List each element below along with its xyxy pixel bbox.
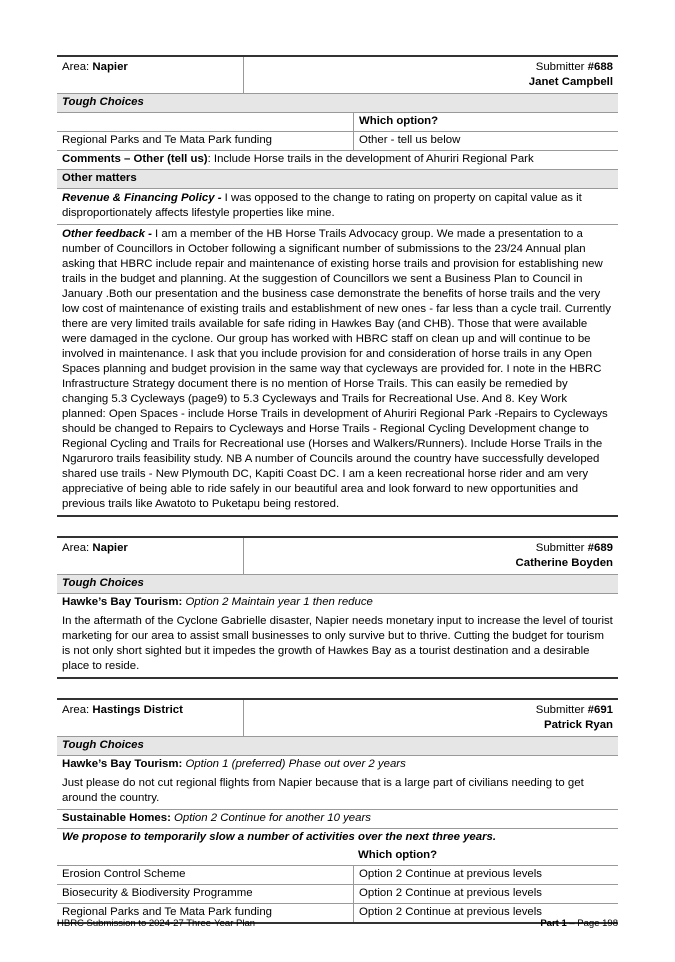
tourism-option: Option 1 (preferred) Phase out over 2 years [182, 758, 406, 770]
slow-activities-heading: We propose to temporarily slow a number of activities over the next three years. [62, 831, 497, 843]
tourism-comment: Just please do not cut regional flights from Napier because that is a large part of civilians needing to get around the country. [57, 774, 618, 810]
area-label: Area: [62, 61, 93, 73]
footer-document-title: HBRC Submission to 2024-27 Three-Year Plan [57, 918, 256, 929]
submitter-label: Submitter [535, 542, 588, 554]
option-item: Biosecurity & Biodiversity Programme [57, 885, 354, 903]
area-value: Napier [92, 542, 128, 554]
which-option-header: Which option? [358, 849, 438, 861]
sustainable-homes-label: Sustainable Homes: [62, 812, 171, 824]
option-header-row [57, 113, 618, 132]
submitter-name: Janet Campbell [528, 76, 613, 88]
option-item: Regional Parks and Te Mata Park funding [57, 904, 354, 922]
tough-choices-heading: Tough Choices [57, 94, 618, 113]
revenue-policy-text: I was opposed to the change to rating on property on capital value as it disproportionately affects lifestyle properties like mine. [62, 192, 582, 219]
tourism-option: Option 2 Maintain year 1 then reduce [182, 596, 373, 608]
footer-page: – Page 198 [566, 918, 618, 929]
area-label: Area: [62, 704, 93, 716]
option-item: Erosion Control Scheme [57, 866, 354, 884]
sustainable-homes-row [57, 810, 618, 829]
area-cell [57, 700, 244, 736]
comments-label: Comments – Other (tell us) [62, 153, 208, 165]
area-value: Hastings District [92, 704, 183, 716]
other-matters-heading: Other matters [57, 170, 618, 189]
submitter-label: Submitter [535, 704, 588, 716]
document-page [57, 55, 618, 943]
tourism-row [57, 594, 618, 612]
submission-689 [57, 536, 618, 679]
option-row [57, 132, 618, 151]
comments-row [57, 151, 618, 170]
tourism-comment: In the aftermath of the Cyclone Gabrielle disaster, Napier needs monetary input to increase the level of tourist marketing for our area to assist small businesses to only survive but to thrive. Cutting the budget for tourism is not only short sighted but it impedes the growth of Hawkes Bay as a tourist destination and a desirable place to reside. [62, 615, 613, 672]
option-row [57, 885, 618, 904]
comments-text: : Include Horse trails in the development of Ahuriri Regional Park [207, 153, 534, 165]
footer-page-number [540, 918, 618, 929]
revenue-policy-row [57, 189, 618, 225]
area-cell [57, 57, 244, 93]
option-choice: Other - tell us below [359, 134, 461, 146]
submission-header [57, 700, 618, 737]
option-header-row [57, 847, 618, 866]
submitter-number: #689 [587, 542, 613, 554]
page-footer [57, 918, 618, 929]
tough-choices-heading: Tough Choices [57, 737, 618, 756]
tourism-row [57, 756, 618, 774]
submitter-cell [244, 700, 618, 736]
option-item: Regional Parks and Te Mata Park funding [57, 132, 354, 150]
revenue-policy-label: Revenue & Financing Policy - [62, 192, 222, 204]
footer-part: Part 1 [540, 918, 567, 929]
option-choice: Option 2 Continue at previous levels [359, 906, 542, 918]
submission-688 [57, 55, 618, 517]
area-value: Napier [92, 61, 128, 73]
submitter-name: Patrick Ryan [543, 719, 613, 731]
other-feedback-text: I am a member of the HB Horse Trails Advocacy group. We made a presentation to a number of Councillors in October following a significant number of submissions to the 23/24 Annual plan asking that HBRC include repair and maintenance of existing horse trails and provision for establishing new trails in the budget and planning. At the suggestion of Councillors we sent a Business Plan to Council in January .Both our presentation and the business case demonstrate the benefits of horse trails and the very low cost of maintenance of existing trails and establishment of new ones - far less than a cycle trail. Currently there are very limited trails available for safe riding in Hawkes Bay (and CHB). Those that were available were damaged in the cyclone. Our group has worked with HBRC staff on clean up and will continue to be involved in maintenance. I ask that you include provision for and consideration of horse trails in any Open Spaces planning and budget provision in the same way that cycleways are provided for. I note in the HBRC Infrastructure Strategy document there is no mention of Horse Trails. This can easily be remedied by changing 5.3 Cycleways (page9) to 5.3 Cycleways and Trails for Recreational Use. And 8. Key Work planned: Open Spaces - include Horse Trails in development of Ahuriri Regional Park -Repairs to Cycleways should be changed to Repairs to Cycleways and Horse Trails - Regional Cycling Development change to Regional Cycling and Trails for Recreational use (Horses and Walkers/Runners). Include Horse Trails in the Ngaruroro trails feasibility study. NB A number of Councils around the country have successfully developed shared use trails - New Plymouth DC, Kapiti Coast DC. I am a keen recreational horse rider and am very appreciative of being able to ride safely in our beautiful area and look forward to new opportunities and previous trails like Awatoto to Puketapu being restored. [62, 228, 611, 510]
submitter-label: Submitter [535, 61, 588, 73]
other-feedback-label: Other feedback - [62, 228, 152, 240]
tough-choices-heading: Tough Choices [57, 575, 618, 594]
tourism-label: Hawke’s Bay Tourism: [62, 758, 183, 770]
submitter-number: #688 [587, 61, 613, 73]
area-label: Area: [62, 542, 93, 554]
option-choice: Option 2 Continue at previous levels [359, 868, 542, 880]
submitter-cell [244, 538, 618, 574]
submission-691 [57, 698, 618, 924]
tourism-label: Hawke’s Bay Tourism: [62, 596, 183, 608]
submitter-number: #691 [587, 704, 613, 716]
which-option-header: Which option? [359, 115, 439, 127]
submission-header [57, 57, 618, 94]
submitter-cell [244, 57, 618, 93]
area-cell [57, 538, 244, 574]
submitter-name: Catherine Boyden [515, 557, 613, 569]
option-row [57, 866, 618, 885]
submission-header [57, 538, 618, 575]
other-feedback-row [57, 225, 618, 515]
sustainable-homes-option: Option 2 Continue for another 10 years [170, 812, 371, 824]
option-choice: Option 2 Continue at previous levels [359, 887, 542, 899]
